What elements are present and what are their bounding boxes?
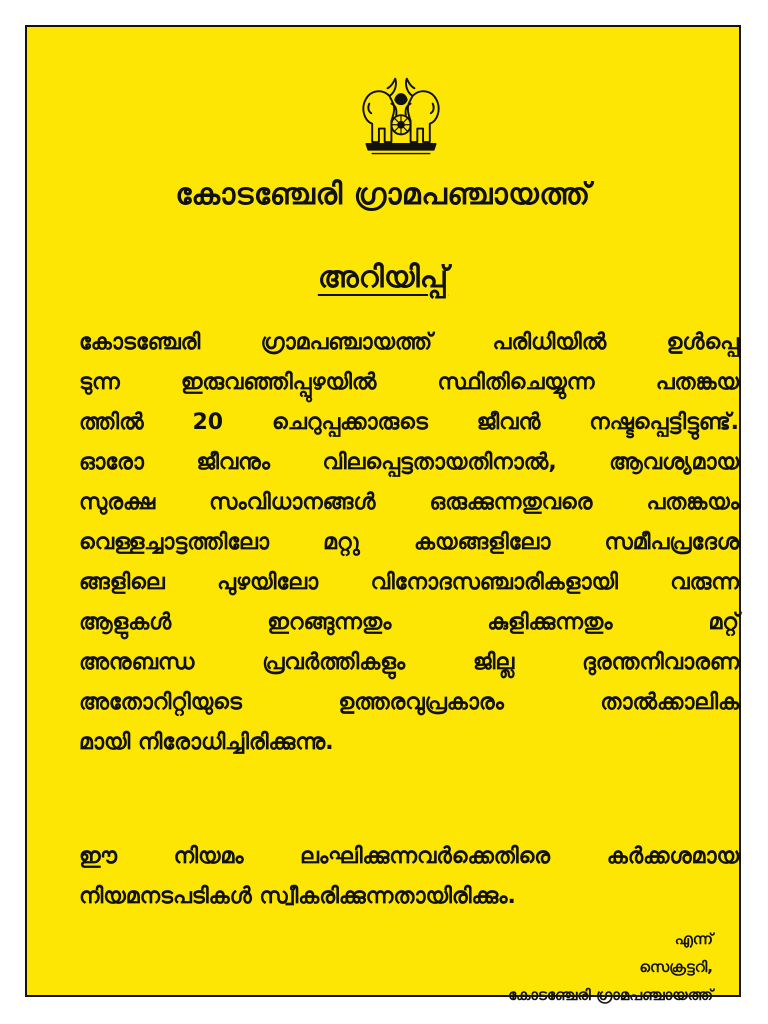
paragraph-line: ത്തിൽ 20 ചെറുപ്പക്കാരുടെ ജീവൻ നഷ്ടപ്പെട്ടിട്ടുണ്ട്. bbox=[79, 410, 739, 435]
paragraph-line: അനുബന്ധ പ്രവർത്തികളും ജില്ല ദുരന്തനിവാരണ bbox=[79, 650, 739, 675]
paragraph-line: വെള്ളച്ചാട്ടത്തിലോ മറ്റു കയങ്ങളിലോ സമീപപ്രദേശ bbox=[79, 530, 739, 555]
paragraph-line: ഓരോ ജീവനും വിലപ്പെട്ടതായതിനാൽ, ആവശ്യമായ bbox=[79, 450, 739, 475]
paragraph-line: അതോറിറ്റിയുടെ ഉത്തരവുപ്രകാരം താൽക്കാലിക bbox=[79, 690, 739, 715]
paragraph-line: സുരക്ഷ സംവിധാനങ്ങൾ ഒരുക്കുന്നതുവരെ പതങ്കയം bbox=[79, 490, 739, 515]
paragraph-line: ടുന്ന ഇരുവഞ്ഞിപ്പുഴയിൽ സ്ഥിതിചെയ്യുന്ന പതങ്കയ bbox=[79, 370, 739, 395]
notice-heading bbox=[27, 260, 739, 295]
notice-paragraph-1 bbox=[79, 323, 739, 763]
paragraph-line: കോടഞ്ചേരി ഗ്രാമപഞ്ചായത്ത് പരിധിയിൽ ഉൾപ്പെ bbox=[79, 330, 739, 355]
paragraph-line: നിയമനടപടികൾ സ്വീകരിക്കുന്നതായിരിക്കും. bbox=[79, 884, 516, 909]
paragraph-line: ങ്ങളിലെ പുഴയിലോ വിനോദസഞ്ചാരികളായി വരുന്ന bbox=[79, 570, 739, 595]
notice-paragraph-2 bbox=[79, 837, 739, 917]
notice-heading-text: അറിയിപ്പ് bbox=[317, 260, 449, 295]
kerala-emblem-icon bbox=[353, 71, 449, 167]
paragraph-line: ഈ നിയമം ലംഘിക്കുന്നവർക്കെതിരെ കർക്കശമായ bbox=[79, 844, 739, 869]
paragraph-line: മായി നിരോധിച്ചിരിക്കുന്നു. bbox=[79, 730, 334, 755]
signature-block bbox=[508, 925, 713, 1009]
signature-line-ennu: എന്ന് bbox=[674, 930, 713, 948]
notice-board bbox=[25, 25, 741, 1004]
signature-designation: സെക്രട്ടറി, bbox=[639, 958, 713, 976]
signature-office: കോടഞ്ചേരി ഗ്രാമപഞ്ചായത്ത് bbox=[508, 986, 713, 1004]
paragraph-line: ആളുകൾ ഇറങ്ങുന്നതും കുളിക്കുന്നതും മറ്റ് bbox=[79, 610, 739, 635]
office-title: കോടഞ്ചേരി ഗ്രാമപഞ്ചായത്ത് bbox=[175, 177, 591, 212]
